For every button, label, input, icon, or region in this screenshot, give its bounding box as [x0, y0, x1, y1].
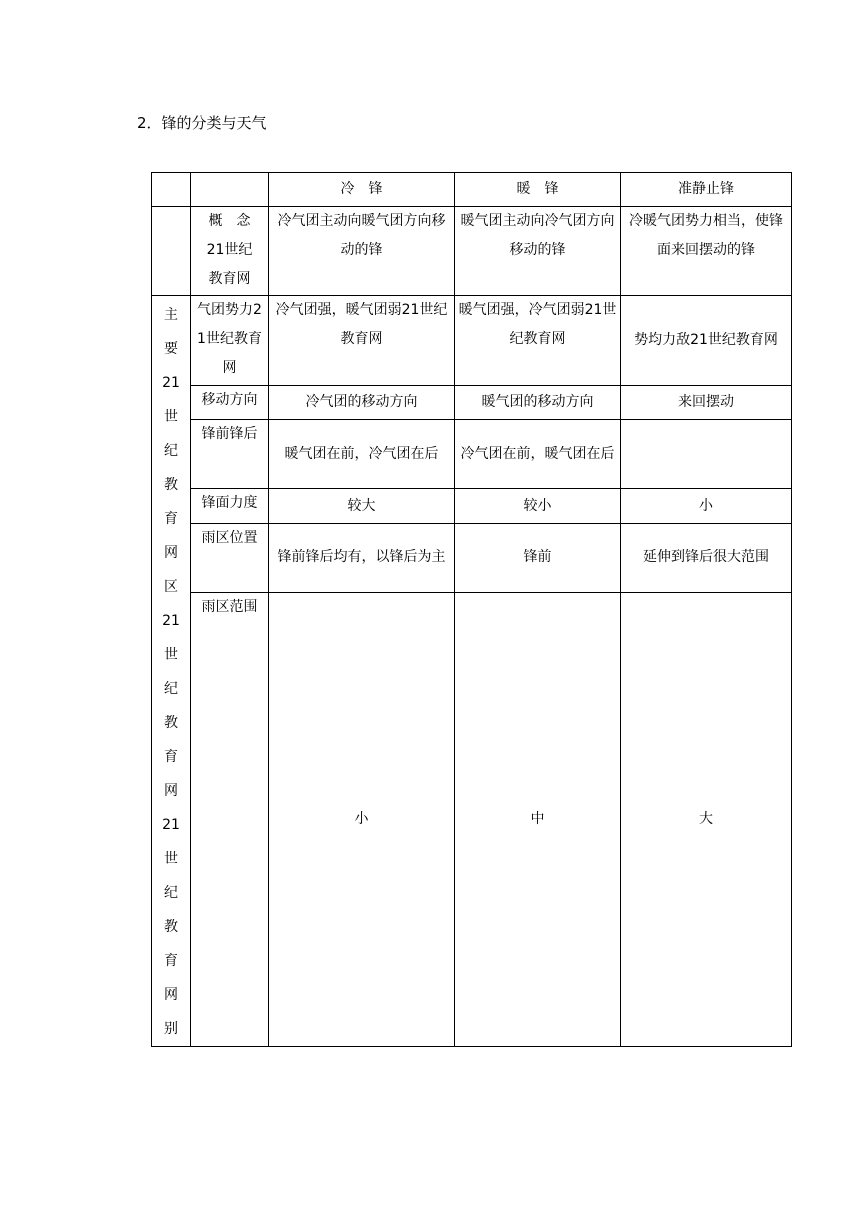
rain-range-row	[152, 592, 792, 1046]
intensity-stationary: 小	[621, 489, 792, 523]
rain-location-cold: 锋前锋后均有，以锋后为主	[269, 523, 455, 592]
air-mass-label: 气团势力21世纪教育网	[191, 296, 269, 386]
side-char: 世	[164, 409, 178, 425]
concept-row	[152, 207, 792, 296]
intensity-row	[152, 489, 792, 523]
concept-label-line: 概 念	[208, 213, 251, 229]
front-classification-table	[151, 172, 792, 1047]
rain-range-label: 雨区范围	[191, 592, 269, 1046]
air-mass-row	[152, 296, 792, 386]
intensity-label: 锋面力度	[191, 489, 269, 523]
concept-label-line: 教育网	[208, 271, 251, 287]
concept-stationary: 冷暖气团势力相当，使锋面来回摆动的锋	[621, 207, 792, 296]
movement-stationary: 来回摆动	[621, 386, 792, 420]
side-char: 纪	[164, 681, 178, 697]
side-char: 教	[164, 715, 178, 731]
header-warm-front: 暖 锋	[455, 173, 621, 207]
side-char: 教	[164, 477, 178, 493]
front-order-label: 锋前锋后	[191, 420, 269, 489]
side-char: 区	[164, 579, 178, 595]
side-char: 网	[164, 545, 178, 561]
side-char: 别	[164, 1021, 178, 1037]
rain-range-warm: 中	[455, 592, 621, 1046]
side-char: 要	[164, 341, 178, 357]
air-mass-cold: 冷气团强，暖气团弱21世纪教育网	[269, 296, 455, 386]
front-order-row	[152, 420, 792, 489]
rain-location-warm: 锋前	[455, 523, 621, 592]
air-mass-stationary: 势均力敌21世纪教育网	[621, 296, 792, 386]
side-char: 育	[164, 953, 178, 969]
concept-cold: 冷气团主动向暖气团方向移动的锋	[269, 207, 455, 296]
side-char: 纪	[164, 885, 178, 901]
concept-label-line: 21世纪	[206, 242, 253, 258]
side-char: 网	[164, 987, 178, 1003]
intensity-cold: 较大	[269, 489, 455, 523]
side-char: 21	[162, 613, 180, 629]
movement-warm: 暖气团的移动方向	[455, 386, 621, 420]
concept-warm: 暖气团主动向冷气团方向移动的锋	[455, 207, 621, 296]
side-char: 育	[164, 511, 178, 527]
main-differences-label	[152, 296, 191, 1047]
rain-location-label: 雨区位置	[191, 523, 269, 592]
front-order-warm: 冷气团在前，暖气团在后	[455, 420, 621, 489]
front-order-cold: 暖气团在前，冷气团在后	[269, 420, 455, 489]
movement-row	[152, 386, 792, 420]
rain-location-row	[152, 523, 792, 592]
side-char: 世	[164, 851, 178, 867]
rain-location-stationary: 延伸到锋后很大范围	[621, 523, 792, 592]
corner-cell	[152, 173, 191, 207]
movement-label: 移动方向	[191, 386, 269, 420]
side-char: 主	[164, 307, 178, 323]
header-row	[152, 173, 792, 207]
side-char: 世	[164, 647, 178, 663]
section-heading: 2．锋的分类与天气	[137, 114, 267, 132]
side-char: 纪	[164, 443, 178, 459]
side-char: 21	[162, 817, 180, 833]
rain-range-stationary: 大	[621, 592, 792, 1046]
front-order-stationary	[621, 420, 792, 489]
side-char: 网	[164, 783, 178, 799]
movement-cold: 冷气团的移动方向	[269, 386, 455, 420]
corner-cell-2	[191, 173, 269, 207]
header-cold-front: 冷 锋	[269, 173, 455, 207]
side-char: 育	[164, 749, 178, 765]
concept-label	[191, 207, 269, 296]
intensity-warm: 较小	[455, 489, 621, 523]
air-mass-warm: 暖气团强，冷气团弱21世纪教育网	[455, 296, 621, 386]
concept-side-cell	[152, 207, 191, 296]
rain-range-cold: 小	[269, 592, 455, 1046]
side-char: 21	[162, 375, 180, 391]
side-char: 教	[164, 919, 178, 935]
header-stationary-front: 准静止锋	[621, 173, 792, 207]
